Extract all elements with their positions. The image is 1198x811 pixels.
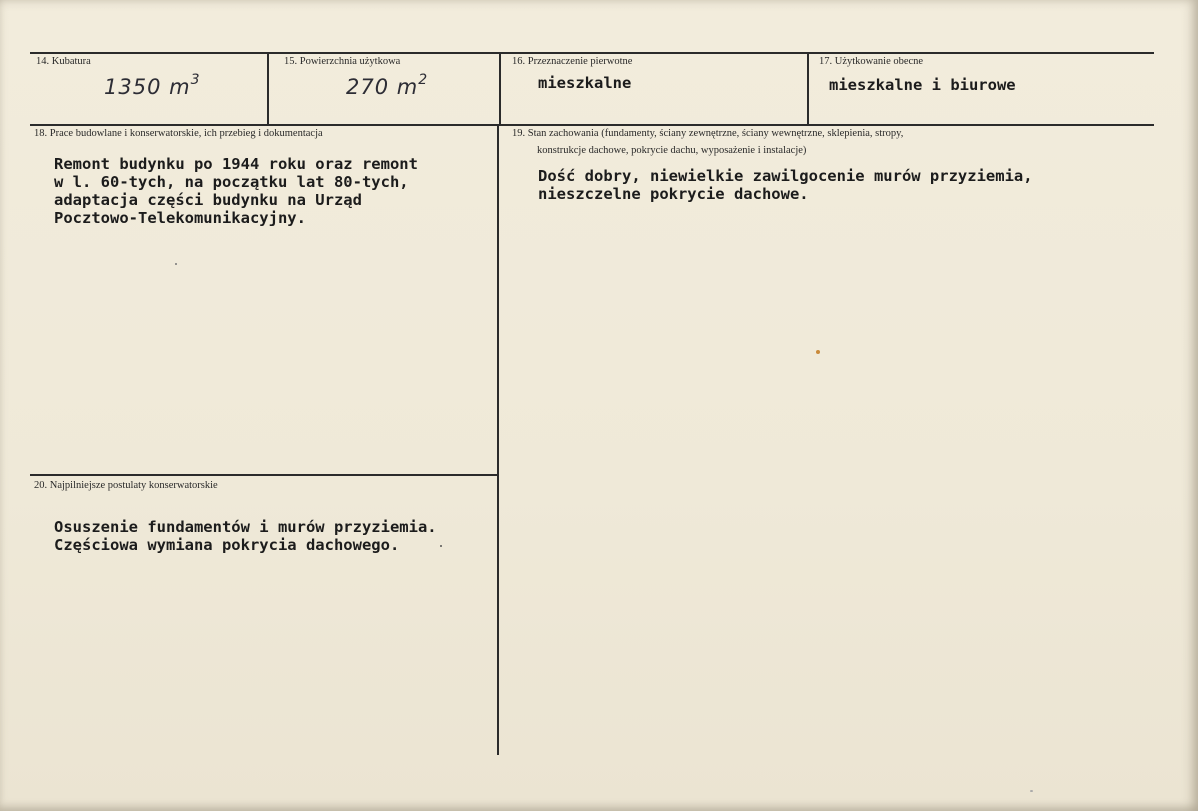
paper-speck <box>440 545 442 547</box>
field-14-unit-exp: 3 <box>190 72 201 88</box>
field-16-value: mieszkalne <box>538 74 632 92</box>
field-15-number: 270 <box>346 75 390 99</box>
paper-speck <box>1030 790 1033 792</box>
field-18-line: Remont budynku po 1944 roku oraz remont <box>54 155 418 173</box>
field-20-line: Osuszenie fundamentów i murów przyziemia. <box>54 518 437 536</box>
field-19-line: Dość dobry, niewielkie zawilgocenie murów przyziemia, <box>538 167 1033 185</box>
field-14-label: 14. Kubatura <box>36 56 91 67</box>
field-17-value: mieszkalne i biurowe <box>829 76 1016 94</box>
field-19-label-line2: konstrukcje dachowe, pokrycie dachu, wyposażenie i instalacje) <box>537 145 807 156</box>
field-18-line: Pocztowo-Telekomunikacyjny. <box>54 209 306 227</box>
field-15-unit: m <box>396 75 419 99</box>
field-14-number: 1350 <box>104 75 162 99</box>
field-20-label: 20. Najpilniejsze postulaty konserwatorskie <box>34 480 218 491</box>
paper-speck <box>175 263 177 265</box>
field-18-label: 18. Prace budowlane i konserwatorskie, ich przebieg i dokumentacja <box>34 128 323 139</box>
field-18-line: adaptacja części budynku na Urząd <box>54 191 362 209</box>
field-15-unit-exp: 2 <box>418 72 429 88</box>
divider-16-17 <box>807 52 809 125</box>
field-14-value <box>104 74 201 99</box>
section-20-rule <box>30 474 498 476</box>
field-18-line: w l. 60-tych, na początku lat 80-tych, <box>54 173 409 191</box>
divider-main <box>497 124 499 755</box>
paper-speck <box>816 350 820 354</box>
field-19-label-line1: 19. Stan zachowania (fundamenty, ściany zewnętrzne, ściany wewnętrzne, sklepienia, stropy, <box>512 128 904 139</box>
divider-14-15 <box>267 52 269 125</box>
field-17-label: 17. Użytkowanie obecne <box>819 56 924 67</box>
field-19-line: nieszczelne pokrycie dachowe. <box>538 185 809 203</box>
field-15-label: 15. Powierzchnia użytkowa <box>284 56 401 67</box>
field-16-label: 16. Przeznaczenie pierwotne <box>512 56 633 67</box>
field-15-value <box>346 74 428 99</box>
top-rule <box>30 52 1154 54</box>
field-14-unit: m <box>169 75 191 99</box>
row-divider-rule <box>30 124 1154 126</box>
divider-15-16 <box>499 52 501 125</box>
field-20-line: Częściowa wymiana pokrycia dachowego. <box>54 536 400 554</box>
